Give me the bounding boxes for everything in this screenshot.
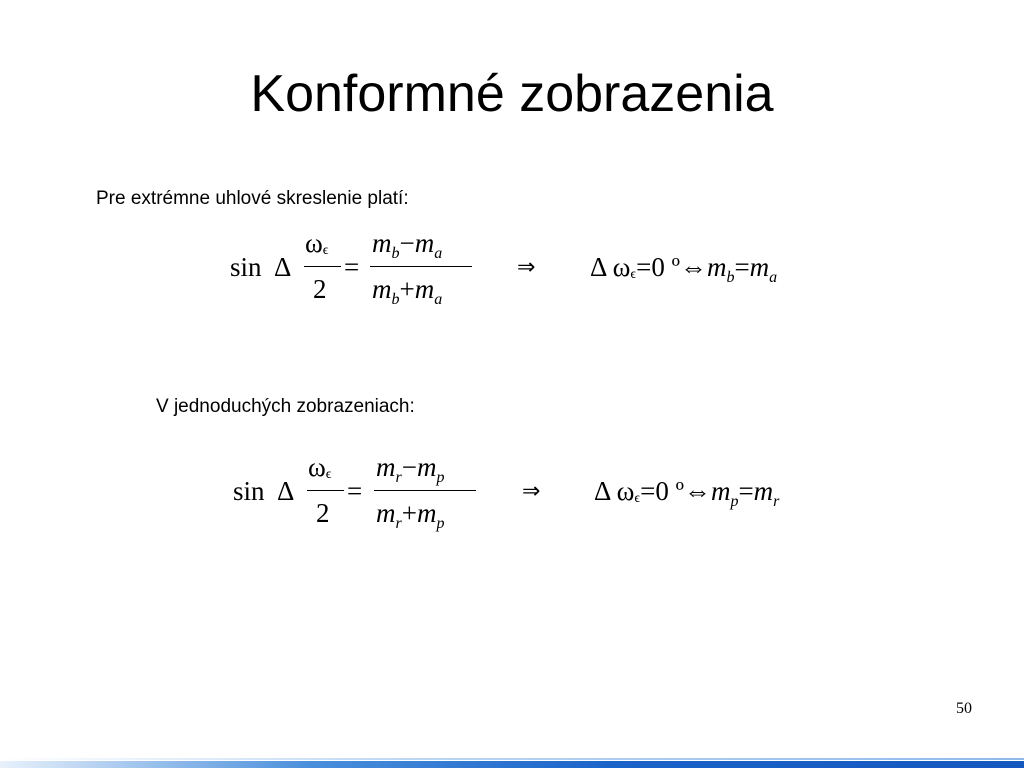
ratio-denominator: $m_b+m_a$ (372, 274, 443, 308)
fraction-line (307, 490, 344, 491)
equation-extreme-distortion (0, 222, 1024, 312)
delta-symbol: Δ (274, 252, 292, 282)
sin-text: sin (233, 476, 265, 506)
slide-title: Konformné zobrazenia (250, 65, 774, 123)
fraction-line (370, 266, 472, 267)
condition-label-extreme: Pre extrémne uhlové skreslenie platí: (96, 188, 409, 209)
result-expression: Δ ωϵ=0 $º\Leftrightarrow m_p=m_r$ (594, 476, 780, 510)
result-expression: Δ ωϵ=0 $º\Leftrightarrow m_b=m_a$ (590, 252, 778, 286)
fraction-line (374, 490, 476, 491)
fraction-line (304, 266, 341, 267)
omega-numerator: ωϵ (308, 452, 332, 482)
ratio-denominator: $m_r+m_p$ (376, 498, 445, 532)
denominator-two: 2 (313, 274, 327, 304)
page-number: 50 (956, 700, 972, 717)
footer-bar (0, 761, 1024, 768)
implies-arrow: ⇒ (522, 478, 541, 503)
equals-sign: = (344, 252, 360, 282)
footer-divider (0, 758, 1024, 760)
ratio-numerator: $m_b-m_a$ (372, 228, 443, 262)
equals-sign: = (347, 476, 363, 506)
denominator-two: 2 (316, 498, 330, 528)
delta-symbol: Δ (277, 476, 295, 506)
sin-text: sin (230, 252, 262, 282)
condition-label-simple: V jednoduchých zobrazeniach: (156, 396, 415, 417)
omega-numerator: ωϵ (305, 228, 329, 258)
equation-simple-projections (0, 446, 1024, 536)
implies-arrow: ⇒ (517, 254, 536, 279)
ratio-numerator: $m_r-m_p$ (376, 452, 445, 486)
